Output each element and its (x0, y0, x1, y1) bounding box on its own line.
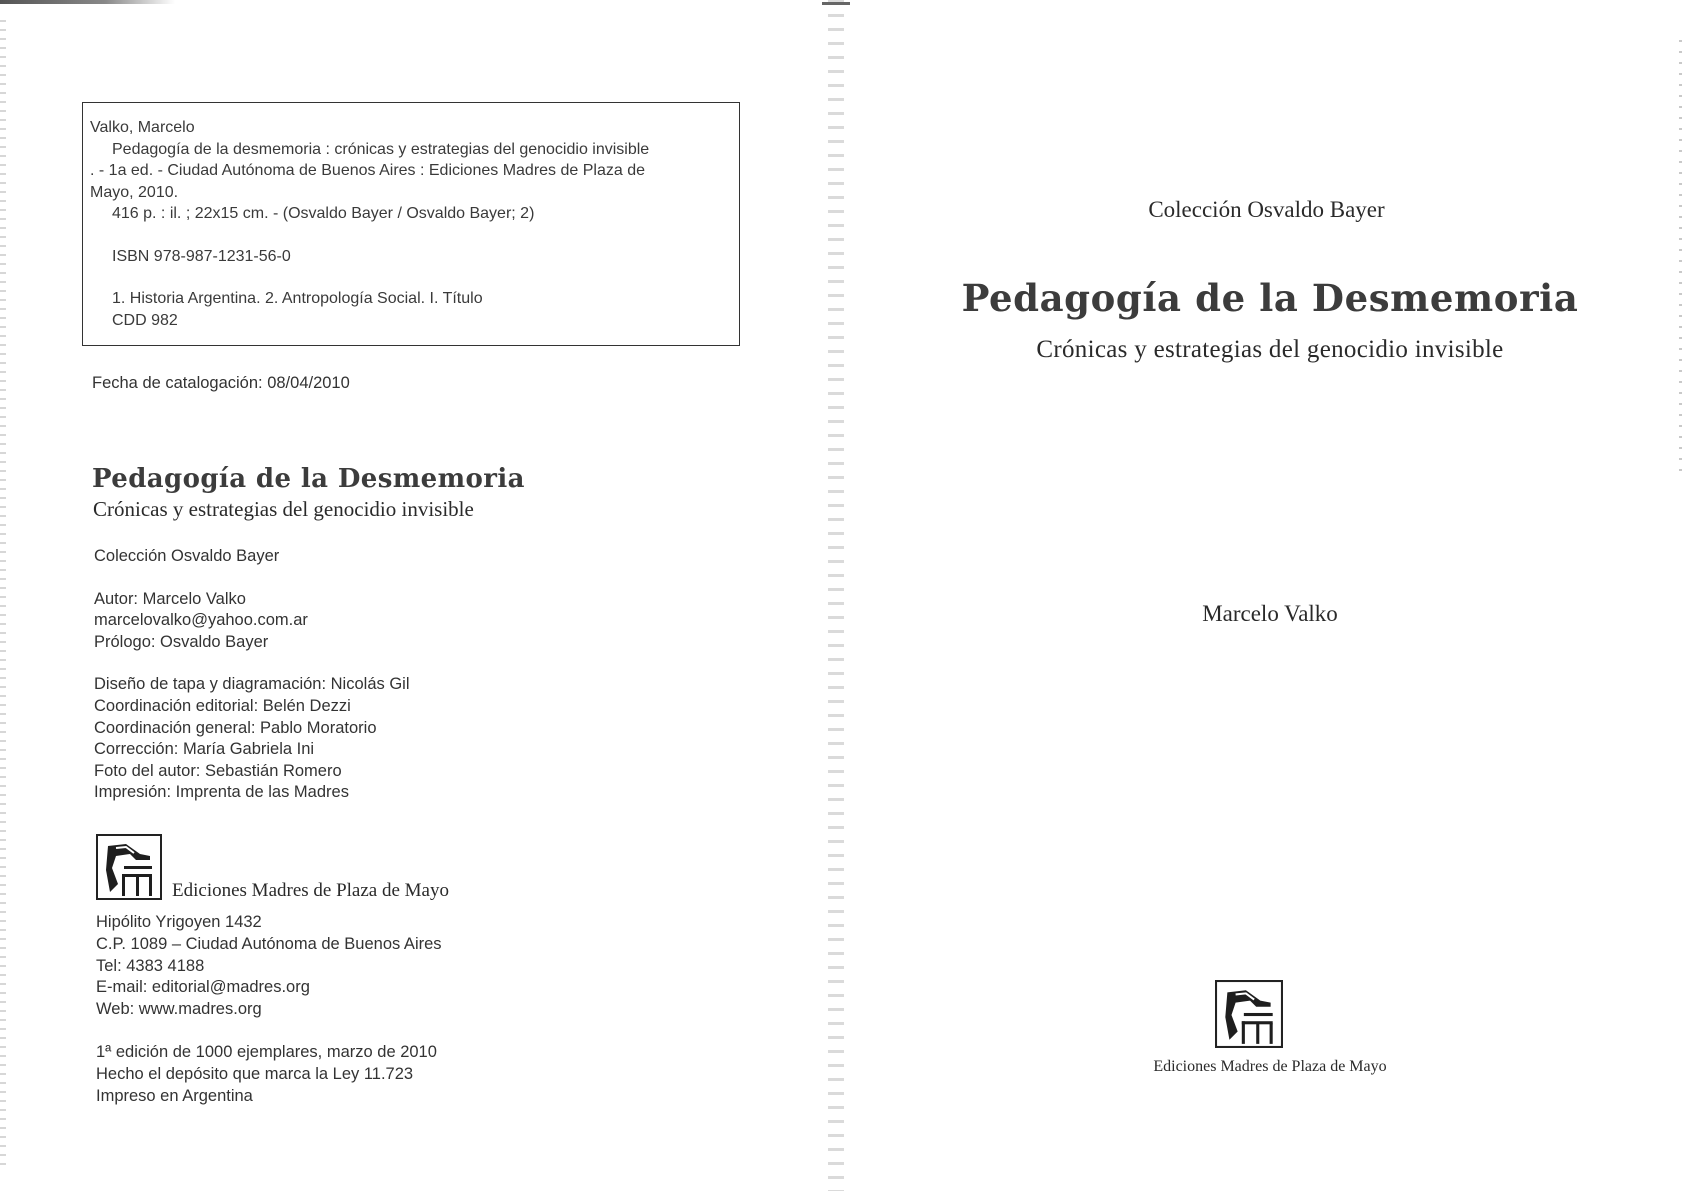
publisher-address (96, 912, 442, 1021)
edition-line: Impreso en Argentina (96, 1086, 253, 1105)
cip-record-box (82, 102, 740, 346)
cip-edition-line-2: Mayo, 2010. (90, 183, 179, 201)
address-line: Hipólito Yrigoyen 1432 (96, 913, 262, 931)
credit-line: Coordinación general: Pablo Moratorio (94, 718, 377, 737)
credit-line: Autor: Marcelo Valko (94, 589, 246, 608)
collection-name: Colección Osvaldo Bayer (1148, 197, 1385, 222)
madres-publisher-logo-icon (1215, 980, 1283, 1048)
publisher-name: Ediciones Madres de Plaza de Mayo (172, 880, 449, 901)
address-line: E-mail: editorial@madres.org (96, 978, 310, 997)
publisher-name: Ediciones Madres de Plaza de Mayo (1153, 1058, 1387, 1075)
author-name: Marcelo Valko (1202, 601, 1338, 626)
cip-cdd: CDD 982 (112, 311, 178, 329)
cip-subjects: 1. Historia Argentina. 2. Antropología Social. I. Título (112, 290, 483, 307)
book-subtitle: Crónicas y estrategias del genocidio invisible (1036, 336, 1504, 363)
cip-edition-line: . - 1a ed. - Ciudad Autónoma de Buenos Aires : Ediciones Madres de Plaza de (90, 162, 645, 179)
madres-publisher-logo-icon (96, 834, 162, 900)
credit-line: Coordinación editorial: Belén Dezzi (94, 696, 351, 715)
edition-line: 1ª edición de 1000 ejemplares, marzo de 2010 (96, 1043, 437, 1061)
credit-line: Foto del autor: Sebastián Romero (94, 761, 342, 780)
credit-line: Corrección: María Gabriela Ini (94, 740, 315, 759)
cip-physical-line: 416 p. : il. ; 22x15 cm. - (Osvaldo Bayer / Osvaldo Bayer; 2) (112, 205, 535, 222)
address-line: Tel: 4383 4188 (96, 956, 205, 975)
credit-line: Prólogo: Osvaldo Bayer (94, 632, 269, 651)
address-line: C.P. 1089 – Ciudad Autónoma de Buenos Aires (96, 934, 442, 953)
credit-line: Impresión: Imprenta de las Madres (94, 783, 349, 802)
credit-line: Diseño de tapa y diagramación: Nicolás Gil (94, 675, 410, 694)
cip-title-line: Pedagogía de la desmemoria : crónicas y estrategias del genocidio invisible (112, 140, 650, 158)
right-page (834, 0, 1684, 1191)
book-title: Pedagogía de la Desmemoria (961, 276, 1579, 320)
cip-author-line: Valko, Marcelo (90, 119, 195, 136)
book-title: Pedagogía de la Desmemoria (92, 464, 525, 494)
edition-notes (96, 1042, 437, 1107)
edition-line: Hecho el depósito que marca la Ley 11.723 (96, 1064, 414, 1083)
credit-line: marcelovalko@yahoo.com.ar (94, 611, 308, 630)
left-page (0, 0, 834, 1191)
cip-isbn: ISBN 978-987-1231-56-0 (112, 247, 291, 265)
credits-block (94, 546, 410, 804)
collection-name: Colección Osvaldo Bayer (94, 547, 280, 565)
catalog-date: Fecha de catalogación: 08/04/2010 (92, 374, 350, 392)
book-subtitle: Crónicas y estrategias del genocidio invisible (93, 497, 474, 521)
address-line: Web: www.madres.org (96, 1000, 262, 1019)
